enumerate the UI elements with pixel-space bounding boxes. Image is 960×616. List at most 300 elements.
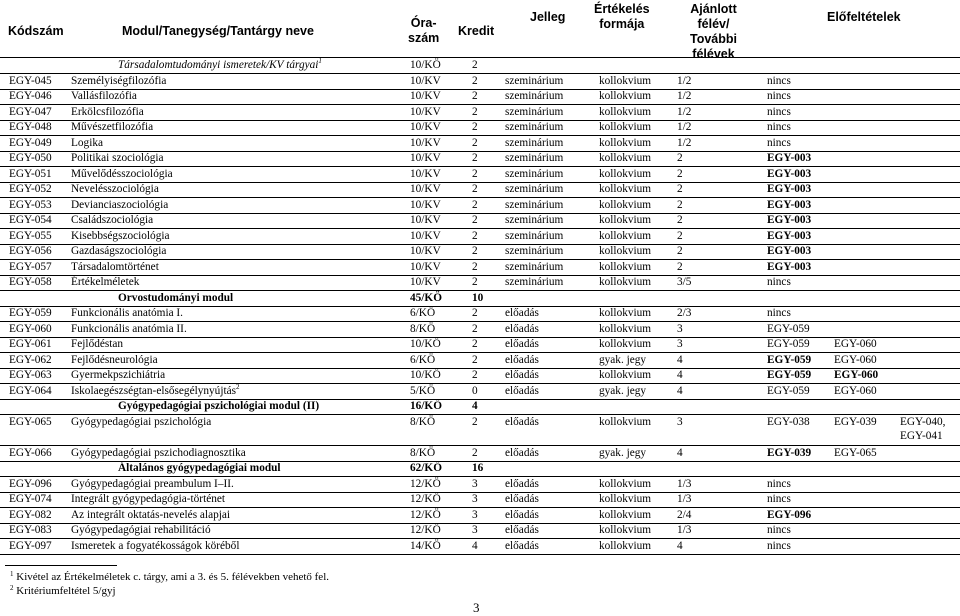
header-hours-line1: Óra- bbox=[410, 16, 437, 30]
cell-code: EGY-060 bbox=[9, 322, 52, 335]
cell-type: szeminárium bbox=[505, 74, 564, 87]
cell-eval: kollokvium bbox=[599, 214, 652, 226]
cell-name bbox=[71, 368, 165, 383]
cell-prereq-2: EGY-060 bbox=[834, 384, 877, 397]
cell-prereq-1: nincs bbox=[767, 307, 791, 319]
cell-credit: 2 bbox=[472, 338, 478, 350]
cell-name bbox=[118, 291, 233, 306]
cell-type: szeminárium bbox=[505, 167, 564, 180]
cell-credit: 2 bbox=[472, 369, 478, 381]
cell-type: előadás bbox=[505, 446, 539, 459]
cell-prereq-1: nincs bbox=[767, 136, 791, 149]
cell-credit: 2 bbox=[472, 152, 478, 164]
cell-name bbox=[71, 213, 153, 228]
cell-type: szeminárium bbox=[505, 260, 564, 273]
cell-eval: kollokvium bbox=[599, 260, 652, 273]
cell-semester: 2/3 bbox=[677, 307, 692, 319]
cell-eval: kollokvium bbox=[599, 369, 652, 381]
cell-type: előadás bbox=[505, 353, 539, 366]
cell-name-text: Gyermekpszichiátria bbox=[71, 369, 166, 381]
cell-prereq-1: EGY-059 bbox=[767, 384, 810, 397]
cell-code: EGY-048 bbox=[9, 121, 52, 133]
cell-code: EGY-056 bbox=[9, 245, 52, 257]
table-row bbox=[0, 89, 960, 104]
table-row bbox=[0, 198, 960, 213]
cell-name-text: Gyógypedagógiai pszichológiai modul (II) bbox=[118, 400, 320, 412]
cell-hours: 10/KV bbox=[410, 214, 441, 226]
header-prereq: Előfeltételek bbox=[827, 10, 901, 24]
cell-eval: kollokvium bbox=[599, 198, 652, 211]
cell-eval: kollokvium bbox=[599, 524, 652, 536]
cell-prereq-1: EGY-003 bbox=[767, 152, 812, 164]
cell-type: előadás bbox=[505, 338, 539, 350]
footnote-1-text: Kivétel az Értékelméletek c. tárgy, ami a 3. és 5. félévekben vehető fel. bbox=[16, 571, 329, 583]
cell-prereq-1: EGY-003 bbox=[767, 260, 812, 273]
cell-name-text: Kisebbségszociológia bbox=[71, 229, 170, 242]
cell-eval: kollokvium bbox=[599, 167, 652, 180]
cell-hours: 16/KÖ bbox=[410, 400, 443, 412]
cell-name bbox=[71, 74, 166, 89]
section-row bbox=[0, 461, 960, 476]
cell-code: EGY-082 bbox=[9, 508, 52, 521]
cell-name-text: Fejlődéstan bbox=[71, 338, 124, 350]
cell-prereq-1: EGY-039 bbox=[767, 446, 812, 459]
table-row bbox=[0, 244, 960, 259]
footnote-2-number: 2 bbox=[10, 584, 14, 592]
cell-prereq-1: EGY-038 bbox=[767, 415, 810, 428]
cell-credit: 2 bbox=[472, 59, 478, 71]
cell-prereq-1: EGY-003 bbox=[767, 214, 812, 226]
cell-code: EGY-083 bbox=[9, 524, 52, 536]
cell-prereq-1: EGY-003 bbox=[767, 245, 812, 257]
cell-semester: 2 bbox=[677, 198, 683, 211]
cell-type: előadás bbox=[505, 493, 539, 505]
cell-name bbox=[71, 182, 159, 197]
cell-eval: kollokvium bbox=[599, 245, 652, 257]
cell-code: EGY-050 bbox=[9, 152, 52, 164]
cell-credit: 4 bbox=[472, 539, 478, 552]
cell-semester: 1/3 bbox=[677, 524, 692, 536]
cell-credit: 2 bbox=[472, 198, 478, 211]
cell-code: EGY-062 bbox=[9, 353, 52, 366]
cell-hours: 5/KÖ bbox=[410, 384, 436, 397]
table-row bbox=[0, 120, 960, 135]
cell-name-text: Gyógypedagógiai pszichodiagnosztika bbox=[71, 446, 246, 459]
cell-code: EGY-058 bbox=[9, 276, 52, 288]
cell-credit: 2 bbox=[472, 260, 478, 273]
cell-name bbox=[71, 337, 123, 352]
cell-name-text: Társadalomtudományi ismeretek/KV tárgyai bbox=[118, 59, 319, 71]
cell-type: előadás bbox=[505, 322, 539, 335]
cell-name bbox=[71, 229, 170, 244]
cell-code: EGY-055 bbox=[9, 229, 52, 242]
cell-name-text: Orvostudományi modul bbox=[118, 291, 234, 304]
cell-hours: 12/KÖ bbox=[410, 524, 441, 536]
table-row bbox=[0, 508, 960, 523]
page-number: 3 bbox=[473, 600, 480, 615]
table-row bbox=[0, 337, 960, 352]
cell-credit: 0 bbox=[472, 384, 478, 397]
cell-hours: 10/KÖ bbox=[410, 369, 441, 381]
cell-name bbox=[71, 167, 173, 182]
cell-type: szeminárium bbox=[505, 214, 564, 226]
cell-name-text: Társadalomtörténet bbox=[71, 260, 159, 273]
cell-type: szeminárium bbox=[505, 90, 564, 102]
cell-eval: gyak. jegy bbox=[599, 446, 647, 459]
cell-code: EGY-096 bbox=[9, 477, 52, 490]
cell-hours: 10/KV bbox=[410, 198, 441, 211]
row-divider bbox=[0, 554, 960, 555]
cell-eval: kollokvium bbox=[599, 415, 652, 428]
table-row bbox=[0, 539, 960, 554]
cell-name-text: Funkcionális anatómia I. bbox=[71, 307, 184, 319]
cell-semester: 2 bbox=[677, 245, 683, 257]
cell-type: szeminárium bbox=[505, 183, 564, 195]
cell-hours: 10/KÖ bbox=[410, 338, 441, 350]
table-row bbox=[0, 523, 960, 538]
cell-name-text: Gazdaságszociológia bbox=[71, 245, 167, 257]
cell-type: szeminárium bbox=[505, 276, 564, 288]
cell-prereq-2: EGY-060 bbox=[834, 338, 877, 350]
cell-name bbox=[118, 399, 319, 414]
section-row bbox=[0, 399, 960, 414]
cell-credit: 2 bbox=[472, 415, 478, 428]
table-row bbox=[0, 446, 960, 461]
cell-prereq-2: EGY-065 bbox=[834, 446, 877, 459]
cell-code: EGY-064 bbox=[9, 384, 52, 397]
header-divider bbox=[0, 57, 960, 58]
cell-semester: 1/3 bbox=[677, 493, 692, 505]
footnote-2-text: Kritériumfeltétel 5/gyj bbox=[16, 585, 116, 597]
cell-code: EGY-045 bbox=[9, 74, 52, 87]
cell-hours: 45/KÖ bbox=[410, 291, 443, 304]
cell-hours: 14/KÖ bbox=[410, 539, 441, 552]
cell-hours: 10/KÖ bbox=[410, 59, 441, 71]
cell-eval: gyak. jegy bbox=[599, 384, 647, 397]
cell-hours: 10/KV bbox=[410, 229, 441, 242]
footnote-marker: 1 bbox=[318, 57, 322, 66]
cell-type: előadás bbox=[505, 384, 539, 397]
cell-prereq-1: EGY-059 bbox=[767, 322, 810, 335]
cell-prereq-1: EGY-003 bbox=[767, 198, 812, 211]
header-type: Jelleg bbox=[530, 10, 566, 24]
header-hours-line2: szám bbox=[408, 31, 440, 45]
cell-name bbox=[71, 89, 137, 104]
header-semester bbox=[690, 2, 737, 62]
cell-name-text: Művészetfilozófia bbox=[71, 121, 154, 133]
cell-prereq-1: EGY-003 bbox=[767, 229, 812, 242]
cell-prereq-1: nincs bbox=[767, 121, 791, 133]
header-semester-line4: félévek bbox=[692, 47, 735, 61]
cell-type: előadás bbox=[505, 369, 539, 381]
cell-name bbox=[71, 322, 187, 337]
cell-prereq-1: nincs bbox=[767, 493, 791, 505]
cell-credit: 2 bbox=[472, 167, 478, 180]
header-semester-line3: További bbox=[690, 32, 737, 46]
cell-prereq-1: EGY-059 bbox=[767, 353, 812, 366]
cell-credit: 2 bbox=[472, 307, 478, 319]
cell-credit: 4 bbox=[472, 400, 478, 412]
cell-credit: 2 bbox=[472, 121, 478, 133]
cell-semester: 2 bbox=[677, 214, 683, 226]
cell-hours: 10/KV bbox=[410, 260, 441, 273]
table-header bbox=[0, 0, 960, 60]
table-row bbox=[0, 182, 960, 197]
cell-name bbox=[71, 415, 211, 430]
cell-semester: 4 bbox=[677, 384, 683, 397]
cell-name bbox=[71, 198, 168, 213]
cell-eval: kollokvium bbox=[599, 105, 652, 118]
cell-credit: 3 bbox=[472, 508, 478, 521]
cell-name-text: Művelődésszociológia bbox=[71, 167, 173, 180]
cell-name-text: Az integrált oktatás-nevelés alapjai bbox=[71, 508, 231, 521]
cell-hours: 10/KV bbox=[410, 183, 441, 195]
cell-hours: 10/KV bbox=[410, 136, 441, 149]
cell-type: előadás bbox=[505, 477, 539, 490]
cell-hours: 6/KÖ bbox=[410, 307, 436, 319]
cell-name bbox=[118, 58, 322, 73]
cell-hours: 12/KÖ bbox=[410, 508, 441, 521]
header-eval bbox=[594, 2, 650, 32]
cell-code: EGY-061 bbox=[9, 338, 52, 350]
cell-hours: 10/KV bbox=[410, 121, 441, 133]
cell-eval: kollokvium bbox=[599, 183, 652, 195]
header-hours bbox=[408, 16, 439, 46]
cell-eval: kollokvium bbox=[599, 539, 652, 552]
header-credit: Kredit bbox=[458, 24, 495, 38]
cell-credit: 2 bbox=[472, 322, 478, 335]
cell-hours: 8/KÖ bbox=[410, 322, 436, 335]
cell-hours: 10/KV bbox=[410, 245, 441, 257]
header-eval-line1: Értékelés bbox=[594, 2, 650, 16]
cell-semester: 2 bbox=[677, 167, 683, 180]
cell-semester: 4 bbox=[677, 369, 683, 381]
cell-name bbox=[71, 120, 153, 135]
footnote-1 bbox=[10, 571, 329, 583]
cell-name-text: Gyógypedagógiai preambulum I–II. bbox=[71, 477, 234, 490]
cell-name bbox=[71, 151, 164, 166]
cell-type: szeminárium bbox=[505, 152, 564, 164]
cell-hours: 62/KÖ bbox=[410, 462, 443, 474]
cell-eval: kollokvium bbox=[599, 322, 652, 335]
cell-name bbox=[71, 136, 103, 151]
cell-code: EGY-054 bbox=[9, 214, 52, 226]
cell-prereq-1: EGY-059 bbox=[767, 369, 812, 381]
cell-prereq-1: nincs bbox=[767, 90, 791, 102]
cell-name-text: Fejlődésneurológia bbox=[71, 353, 158, 366]
cell-semester: 4 bbox=[677, 539, 683, 552]
cell-name-text: Nevelésszociológia bbox=[71, 183, 159, 195]
cell-type: szeminárium bbox=[505, 198, 564, 211]
header-semester-line1: Ajánlott bbox=[690, 2, 737, 16]
cell-prereq-2: EGY-060 bbox=[834, 353, 877, 366]
cell-code: EGY-046 bbox=[9, 90, 52, 102]
cell-semester: 3 bbox=[677, 338, 683, 350]
cell-code: EGY-049 bbox=[9, 136, 52, 149]
cell-credit: 2 bbox=[472, 105, 478, 118]
table-row bbox=[0, 136, 960, 151]
cell-hours: 10/KV bbox=[410, 152, 441, 164]
cell-credit: 3 bbox=[472, 524, 478, 536]
table-row bbox=[0, 213, 960, 228]
cell-semester: 2 bbox=[677, 260, 683, 273]
cell-name-text: Értékelméletek bbox=[71, 276, 140, 288]
cell-credit: 2 bbox=[472, 90, 478, 102]
cell-eval: kollokvium bbox=[599, 152, 652, 164]
cell-name-text: Integrált gyógypedagógia-történet bbox=[71, 493, 226, 505]
header-name: Modul/Tanegység/Tantárgy neve bbox=[122, 24, 314, 38]
cell-code: EGY-052 bbox=[9, 183, 52, 195]
cell-type: előadás bbox=[505, 415, 539, 428]
cell-eval: kollokvium bbox=[599, 338, 652, 350]
cell-prereq-1: nincs bbox=[767, 276, 791, 288]
cell-name-text: Devianciaszociológia bbox=[71, 198, 169, 211]
table-row bbox=[0, 229, 960, 244]
cell-prereq-1: EGY-003 bbox=[767, 167, 812, 180]
cell-name-text: Funkcionális anatómia II. bbox=[71, 322, 187, 335]
header-eval-line2: formája bbox=[599, 17, 645, 31]
cell-semester: 1/3 bbox=[677, 477, 692, 490]
table-row bbox=[0, 368, 960, 383]
cell-type: előadás bbox=[505, 508, 539, 521]
cell-semester: 1/2 bbox=[677, 105, 692, 118]
cell-hours: 10/KV bbox=[410, 74, 441, 87]
cell-name-text: Családszociológia bbox=[71, 214, 154, 226]
cell-credit: 2 bbox=[472, 446, 478, 459]
cell-hours: 10/KV bbox=[410, 105, 441, 118]
cell-semester: 2/4 bbox=[677, 508, 692, 521]
cell-credit: 2 bbox=[472, 245, 478, 257]
cell-credit: 3 bbox=[472, 493, 478, 505]
cell-eval: kollokvium bbox=[599, 508, 652, 521]
cell-eval: kollokvium bbox=[599, 276, 652, 288]
cell-code: EGY-074 bbox=[9, 493, 52, 505]
cell-semester: 1/2 bbox=[677, 74, 692, 87]
cell-type: szeminárium bbox=[505, 105, 564, 118]
cell-prereq-1: nincs bbox=[767, 524, 791, 536]
cell-eval: kollokvium bbox=[599, 229, 652, 242]
cell-prereq-1: nincs bbox=[767, 539, 791, 552]
footnote-marker: 2 bbox=[236, 382, 240, 391]
cell-name bbox=[71, 492, 225, 507]
cell-name-text: Gyógypedagógiai rehabilitáció bbox=[71, 524, 211, 536]
cell-credit: 2 bbox=[472, 74, 478, 87]
table-row bbox=[0, 260, 960, 275]
cell-hours: 12/KÖ bbox=[410, 493, 441, 505]
cell-name-text: Gyógypedagógiai pszichológia bbox=[71, 415, 212, 428]
cell-type: szeminárium bbox=[505, 121, 564, 133]
cell-credit: 2 bbox=[472, 183, 478, 195]
cell-code: EGY-059 bbox=[9, 307, 52, 319]
table-row bbox=[0, 353, 960, 368]
cell-name bbox=[71, 105, 144, 120]
table-row bbox=[0, 105, 960, 120]
cell-semester: 1/2 bbox=[677, 136, 692, 149]
cell-type: szeminárium bbox=[505, 245, 564, 257]
cell-name bbox=[71, 539, 239, 554]
cell-name bbox=[71, 508, 230, 523]
cell-credit: 2 bbox=[472, 136, 478, 149]
cell-name bbox=[118, 461, 281, 476]
cell-type: szeminárium bbox=[505, 229, 564, 242]
cell-name-text: Logika bbox=[71, 136, 103, 149]
table-row bbox=[0, 167, 960, 182]
cell-semester: 4 bbox=[677, 446, 683, 459]
cell-prereq-1: nincs bbox=[767, 477, 791, 490]
cell-code: EGY-065 bbox=[9, 415, 52, 428]
cell-code: EGY-063 bbox=[9, 369, 52, 381]
cell-code: EGY-051 bbox=[9, 167, 52, 180]
footnote-1-number: 1 bbox=[10, 570, 14, 578]
cell-semester: 3 bbox=[677, 415, 683, 428]
section-row bbox=[0, 291, 960, 306]
table-row bbox=[0, 151, 960, 166]
cell-name-text: Iskolaegészségtan-elsősegélynyújtás bbox=[71, 384, 237, 397]
cell-name-text: Általános gyógypedagógiai modul bbox=[118, 462, 281, 474]
cell-name bbox=[71, 446, 246, 461]
table-row bbox=[0, 415, 960, 442]
cell-credit: 10 bbox=[472, 291, 484, 304]
cell-type: előadás bbox=[505, 307, 539, 319]
cell-name bbox=[71, 275, 139, 290]
cell-name bbox=[71, 523, 211, 538]
table-row bbox=[0, 306, 960, 321]
cell-eval: kollokvium bbox=[599, 74, 652, 87]
cell-eval: kollokvium bbox=[599, 121, 652, 133]
cell-code: EGY-053 bbox=[9, 198, 52, 211]
table-row bbox=[0, 492, 960, 507]
cell-hours: 10/KV bbox=[410, 167, 441, 180]
cell-semester: 1/2 bbox=[677, 121, 692, 133]
cell-name bbox=[71, 477, 234, 492]
table-row bbox=[0, 322, 960, 337]
cell-hours: 12/KÖ bbox=[410, 477, 441, 490]
cell-code: EGY-066 bbox=[9, 446, 52, 459]
table-row bbox=[0, 74, 960, 89]
cell-type: előadás bbox=[505, 539, 539, 552]
cell-name bbox=[71, 306, 183, 321]
cell-prereq-1: nincs bbox=[767, 105, 791, 118]
header-semester-line2: félév/ bbox=[697, 17, 730, 31]
cell-hours: 6/KÖ bbox=[410, 353, 436, 366]
cell-name-text: Politikai szociológia bbox=[71, 152, 164, 164]
cell-eval: gyak. jegy bbox=[599, 353, 647, 366]
cell-name bbox=[71, 260, 159, 275]
footnote-2 bbox=[10, 585, 116, 597]
cell-name bbox=[71, 244, 166, 259]
section-row bbox=[0, 58, 960, 73]
cell-hours: 8/KÖ bbox=[410, 415, 436, 428]
cell-hours: 8/KÖ bbox=[410, 446, 436, 459]
cell-semester: 2 bbox=[677, 152, 683, 164]
cell-name bbox=[71, 384, 240, 399]
cell-prereq-1: nincs bbox=[767, 74, 791, 87]
cell-name-text: Ismeretek a fogyatékosságok köréből bbox=[71, 539, 240, 552]
cell-eval: kollokvium bbox=[599, 493, 652, 505]
cell-eval: kollokvium bbox=[599, 307, 652, 319]
footnote-divider bbox=[5, 565, 117, 566]
cell-prereq-1: EGY-059 bbox=[767, 338, 810, 350]
cell-prereq-2: EGY-060 bbox=[834, 369, 879, 381]
cell-semester: 1/2 bbox=[677, 90, 692, 102]
cell-semester: 3/5 bbox=[677, 276, 692, 288]
cell-name bbox=[71, 353, 158, 368]
table-row bbox=[0, 384, 960, 399]
cell-name-text: Erkölcsfilozófia bbox=[71, 105, 144, 118]
cell-prereq-1: EGY-003 bbox=[767, 183, 812, 195]
cell-eval: kollokvium bbox=[599, 477, 652, 490]
cell-code: EGY-057 bbox=[9, 260, 52, 273]
